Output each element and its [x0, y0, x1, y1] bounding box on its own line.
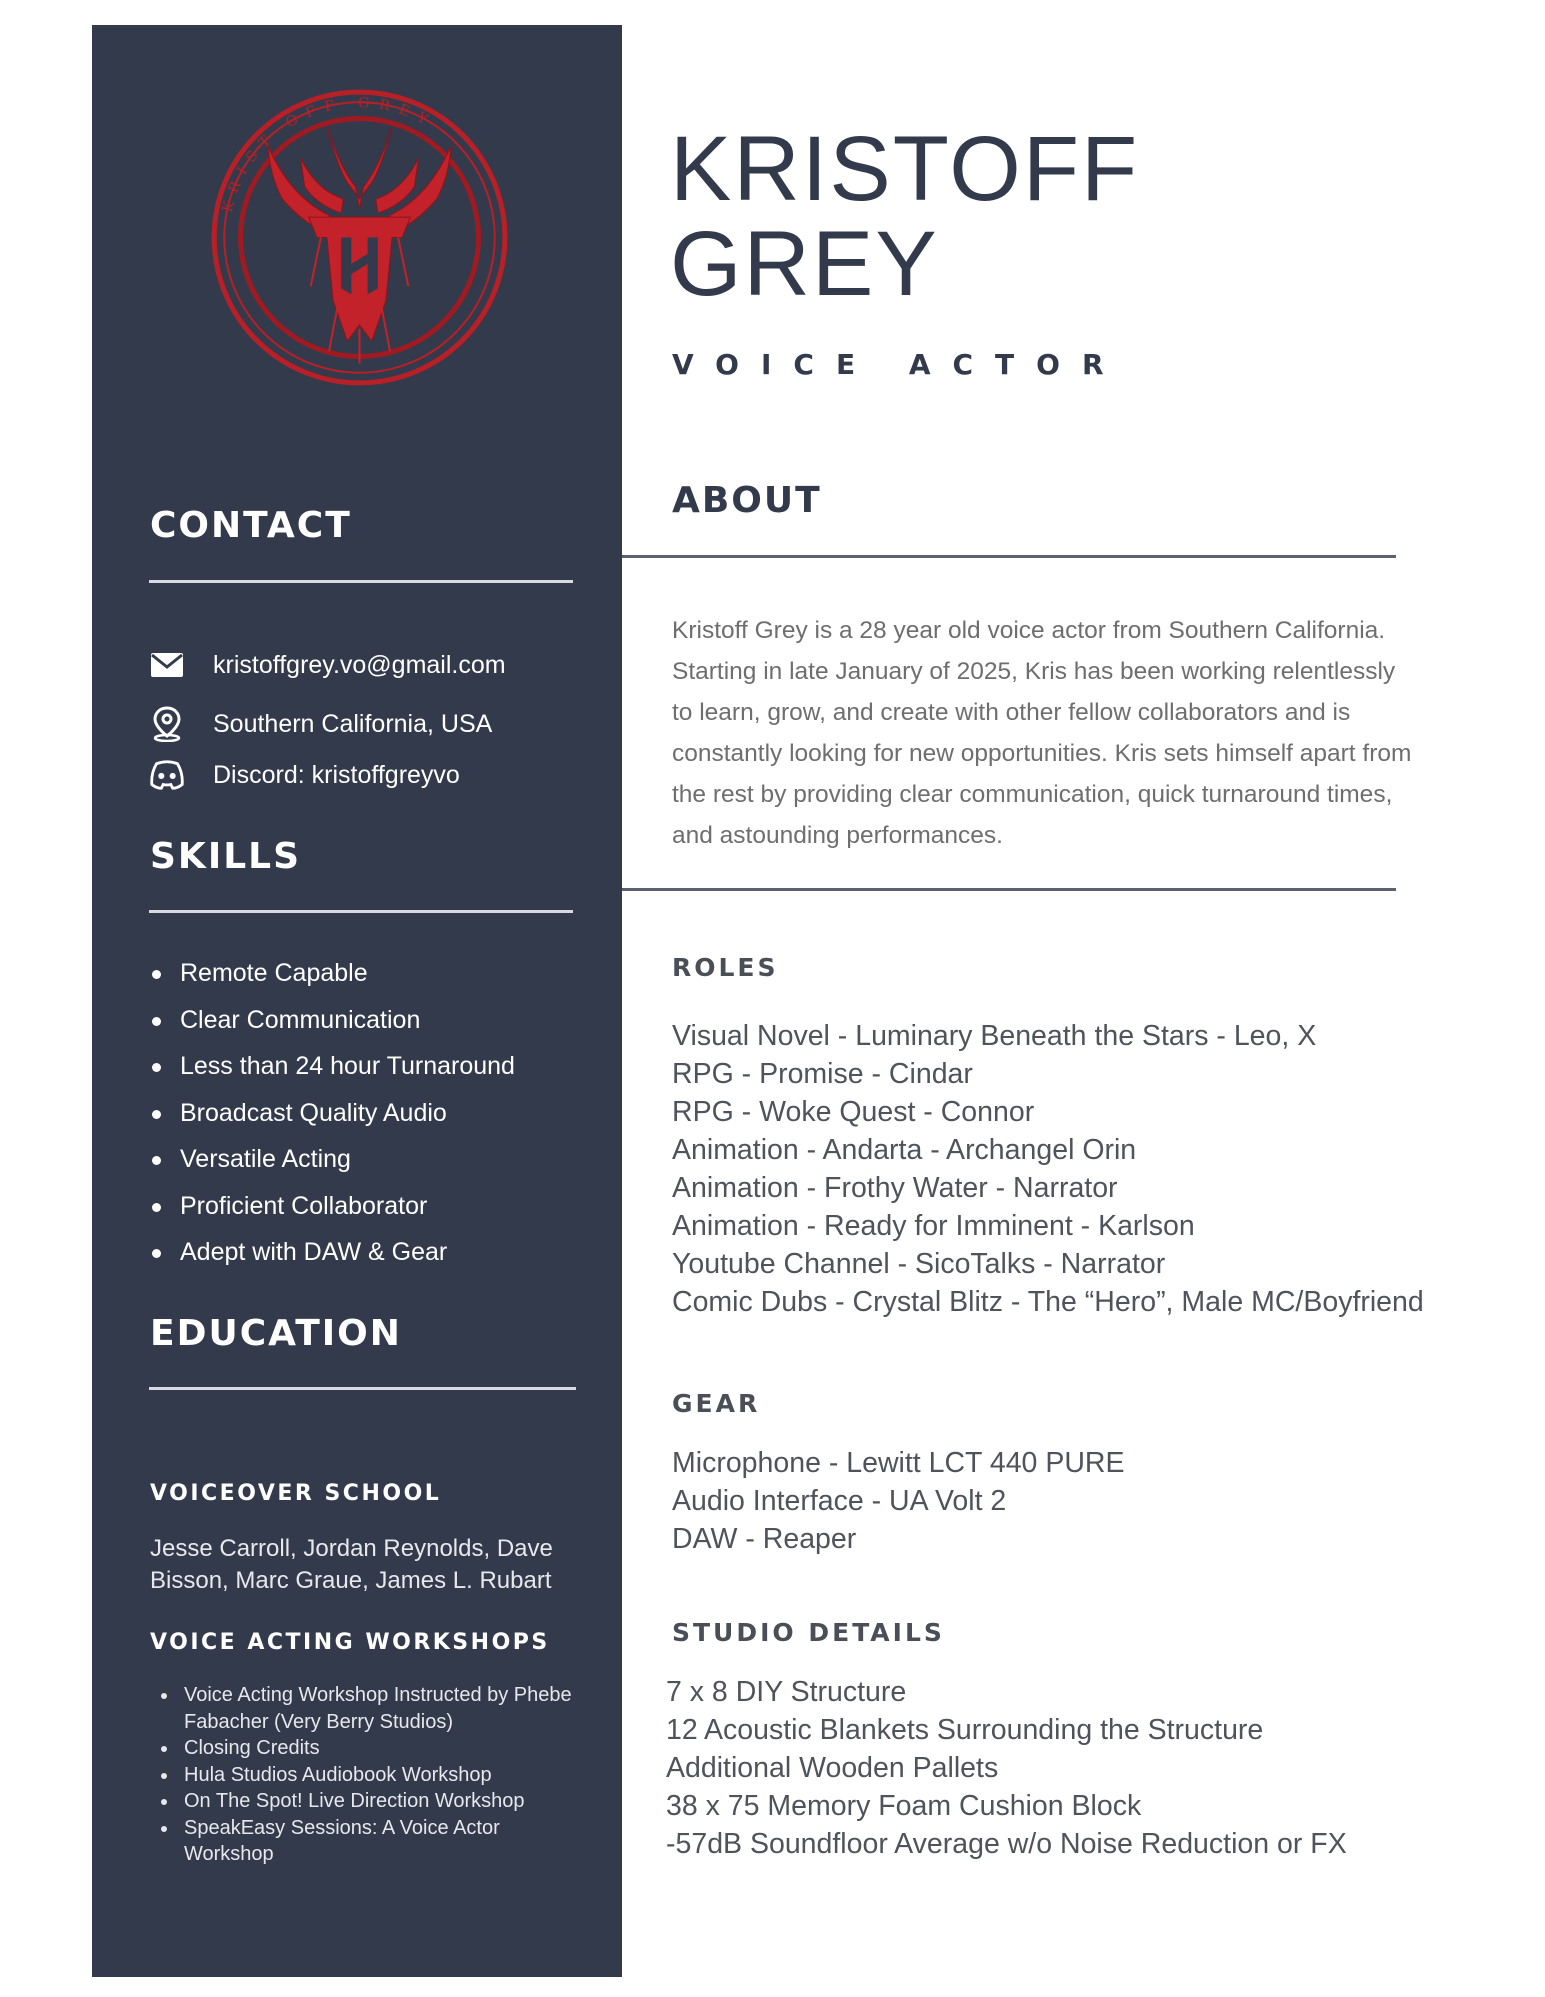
studio-item: 12 Acoustic Blankets Surrounding the Structure	[666, 1714, 1264, 1746]
gear-item: DAW - Reaper	[672, 1523, 857, 1555]
education-heading: EDUCATION	[150, 1313, 402, 1354]
studio-item: Additional Wooden Pallets	[666, 1752, 999, 1784]
circular-seal-logo	[207, 85, 512, 390]
studio-item: 38 x 75 Memory Foam Cushion Block	[666, 1790, 1142, 1822]
contact-heading: CONTACT	[150, 505, 352, 546]
gear-heading: GEAR	[672, 1389, 761, 1418]
role-item: Animation - Frothy Water - Narrator	[672, 1172, 1118, 1204]
skill-item: Less than 24 hour Turnaround	[149, 1043, 515, 1090]
location-pin-icon	[149, 706, 185, 742]
workshops-heading: VOICE ACTING WORKSHOPS	[150, 1630, 550, 1655]
skill-item: Versatile Acting	[149, 1136, 515, 1183]
role-item: Animation - Andarta - Archangel Orin	[672, 1134, 1137, 1166]
skill-item: Clear Communication	[149, 997, 515, 1044]
job-title: VOICE ACTOR	[672, 348, 1126, 381]
studio-item: 7 x 8 DIY Structure	[666, 1676, 907, 1708]
roles-list	[672, 1017, 1424, 1321]
studio-details-heading: STUDIO DETAILS	[672, 1618, 945, 1647]
last-name: GREY	[670, 213, 939, 315]
workshop-item: Voice Acting Workshop Instructed by Phebe Fabacher (Very Berry Studios)	[155, 1682, 575, 1735]
discord-icon	[149, 757, 185, 793]
workshop-item: Closing Credits	[155, 1735, 575, 1762]
role-item: Animation - Ready for Imminent - Karlson	[672, 1210, 1195, 1242]
contact-discord[interactable]	[149, 757, 460, 793]
studio-details-list	[666, 1673, 1347, 1863]
workshops-list	[155, 1682, 575, 1868]
about-divider-top	[622, 555, 1396, 558]
gear-list	[672, 1444, 1125, 1558]
role-item: Visual Novel - Luminary Beneath the Stars - Leo, X	[672, 1020, 1317, 1052]
contact-discord-text[interactable]: Discord: kristoffgreyvo	[213, 760, 460, 789]
skill-item: Adept with DAW & Gear	[149, 1229, 515, 1276]
svg-text:KRIST OFF GREY: KRIST OFF GREY	[219, 94, 439, 215]
roles-heading: ROLES	[672, 953, 779, 982]
first-name: KRISTOFF	[670, 118, 1140, 220]
about-text: Kristoff Grey is a 28 year old voice actor from Southern California. Starting in late January of 2025, Kris has been working relentlessly to learn, grow, and create with other fellow collaborators and is constantly looking for new opportunities. Kris sets himself apart from the rest by providing clear communication, quick turnaround times, and astounding performances.	[672, 617, 1412, 849]
role-item: Comic Dubs - Crystal Blitz - The “Hero”, Male MC/Boyfriend	[672, 1286, 1424, 1318]
role-item: RPG - Promise - Cindar	[672, 1058, 973, 1090]
skills-list	[149, 950, 515, 1276]
skill-item: Remote Capable	[149, 950, 515, 997]
skills-divider	[149, 910, 573, 913]
skills-heading: SKILLS	[150, 836, 302, 877]
studio-item: -57dB Soundfloor Average w/o Noise Reduction or FX	[666, 1828, 1347, 1860]
skill-item: Proficient Collaborator	[149, 1183, 515, 1230]
gear-item: Audio Interface - UA Volt 2	[672, 1485, 1007, 1517]
about-heading: ABOUT	[672, 480, 822, 521]
name-heading	[670, 118, 1370, 315]
about-divider-bottom	[622, 888, 1396, 891]
sidebar	[92, 25, 622, 1977]
role-item: RPG - Woke Quest - Connor	[672, 1096, 1035, 1128]
workshop-item: On The Spot! Live Direction Workshop	[155, 1788, 575, 1815]
contact-divider	[149, 580, 573, 583]
role-item: Youtube Channel - SicoTalks - Narrator	[672, 1248, 1166, 1280]
workshop-item: SpeakEasy Sessions: A Voice Actor Workshop	[155, 1815, 575, 1868]
workshop-item: Hula Studios Audiobook Workshop	[155, 1762, 575, 1789]
contact-email-text[interactable]: kristoffgrey.vo@gmail.com	[213, 650, 506, 679]
skill-item: Broadcast Quality Audio	[149, 1090, 515, 1137]
voiceover-school-instructors: Jesse Carroll, Jordan Reynolds, Dave Bisson, Marc Graue, James L. Rubart	[150, 1535, 553, 1594]
contact-location-text: Southern California, USA	[213, 709, 493, 738]
education-divider	[149, 1387, 576, 1390]
envelope-icon	[149, 647, 185, 683]
voiceover-school-heading: VOICEOVER SCHOOL	[150, 1481, 442, 1506]
gear-item: Microphone - Lewitt LCT 440 PURE	[672, 1447, 1125, 1479]
contact-email[interactable]	[149, 647, 506, 683]
contact-location	[149, 706, 492, 742]
